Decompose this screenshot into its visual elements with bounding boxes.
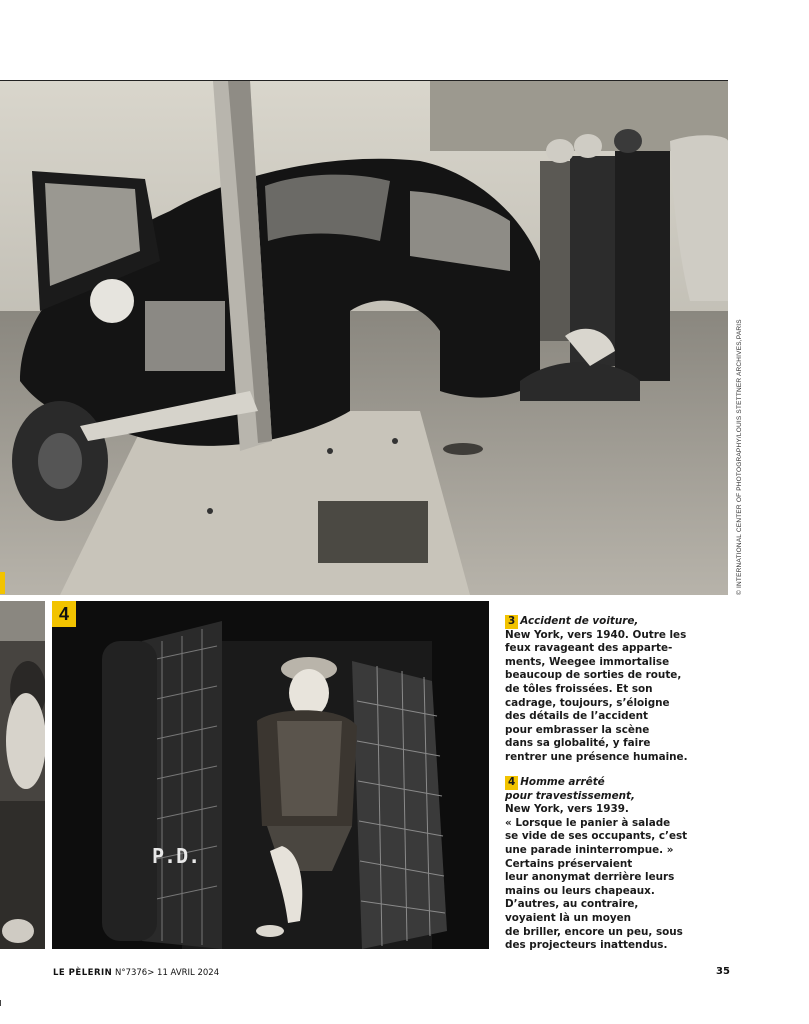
caption-4-line: leur anonymat derrière leurs <box>505 871 675 884</box>
page-footer <box>53 968 219 978</box>
photo-credit: © INTERNATIONAL CENTER OF PHOTOGRAPHY/LOUIS STETTNER ARCHIVES,PARIS <box>736 319 743 595</box>
caption-3-line: feux ravageant des apparte- <box>505 642 673 655</box>
caption-3-line: rentrer une présence humaine. <box>505 750 688 763</box>
caption-4-line: New York, vers 1939. <box>505 803 629 816</box>
caption-4-line: mains ou leurs chapeaux. <box>505 884 655 897</box>
caption-4-line: Certains préservaient <box>505 857 633 870</box>
cropped-portrait-photo <box>0 601 45 949</box>
caption-3-line: New York, vers 1940. Outre les <box>505 628 687 641</box>
caption-4-line: une parade ininterrompue. » <box>505 843 674 856</box>
arrested-man-photo <box>52 601 489 949</box>
caption-4-line: voyaient là un moyen <box>505 911 632 924</box>
caption-3-line: ments, Weegee immortalise <box>505 655 670 668</box>
photo3-marker <box>0 572 5 594</box>
magazine-name: LE PÈLERIN <box>53 968 113 978</box>
caption-4-title: pour travestissement, <box>505 789 635 802</box>
caption-4-line: se vide de ses occupants, c’est <box>505 830 688 843</box>
car-accident-photo <box>0 81 728 595</box>
caption-4-number: 4 <box>505 776 518 790</box>
caption-photo-4 <box>505 776 727 953</box>
caption-3-title: Accident de voiture, <box>520 615 639 627</box>
caption-4-title-line <box>505 776 727 790</box>
caption-4-line: de briller, encore un peu, sous <box>505 925 683 938</box>
caption-4-line: « Lorsque le panier à salade <box>505 816 671 829</box>
issue-info: N°7376> 11 AVRIL 2024 <box>114 968 220 978</box>
caption-3-number: 3 <box>505 615 518 629</box>
caption-3-line: pour embrasser la scène <box>505 723 650 736</box>
caption-3-line: cadrage, toujours, s’éloigne <box>505 696 670 709</box>
caption-3-line: de tôles froissées. Et son <box>505 682 653 695</box>
caption-photo-3 <box>505 615 727 765</box>
van-lettering: P.D. <box>152 844 201 868</box>
page-number: 35 <box>716 966 730 977</box>
caption-4-line: D’autres, au contraire, <box>505 898 639 911</box>
caption-3-line: dans sa globalité, y faire <box>505 737 651 750</box>
caption-3-line: des détails de l’accident <box>505 710 649 723</box>
caption-4-title: Homme arrêté <box>520 776 605 788</box>
caption-4-line: des projecteurs inattendus. <box>505 939 668 952</box>
photo4-number-badge: 4 <box>52 601 76 627</box>
caption-3-title-line <box>505 615 727 629</box>
crop-mark <box>0 1000 1 1006</box>
caption-3-line: beaucoup de sorties de route, <box>505 669 682 682</box>
